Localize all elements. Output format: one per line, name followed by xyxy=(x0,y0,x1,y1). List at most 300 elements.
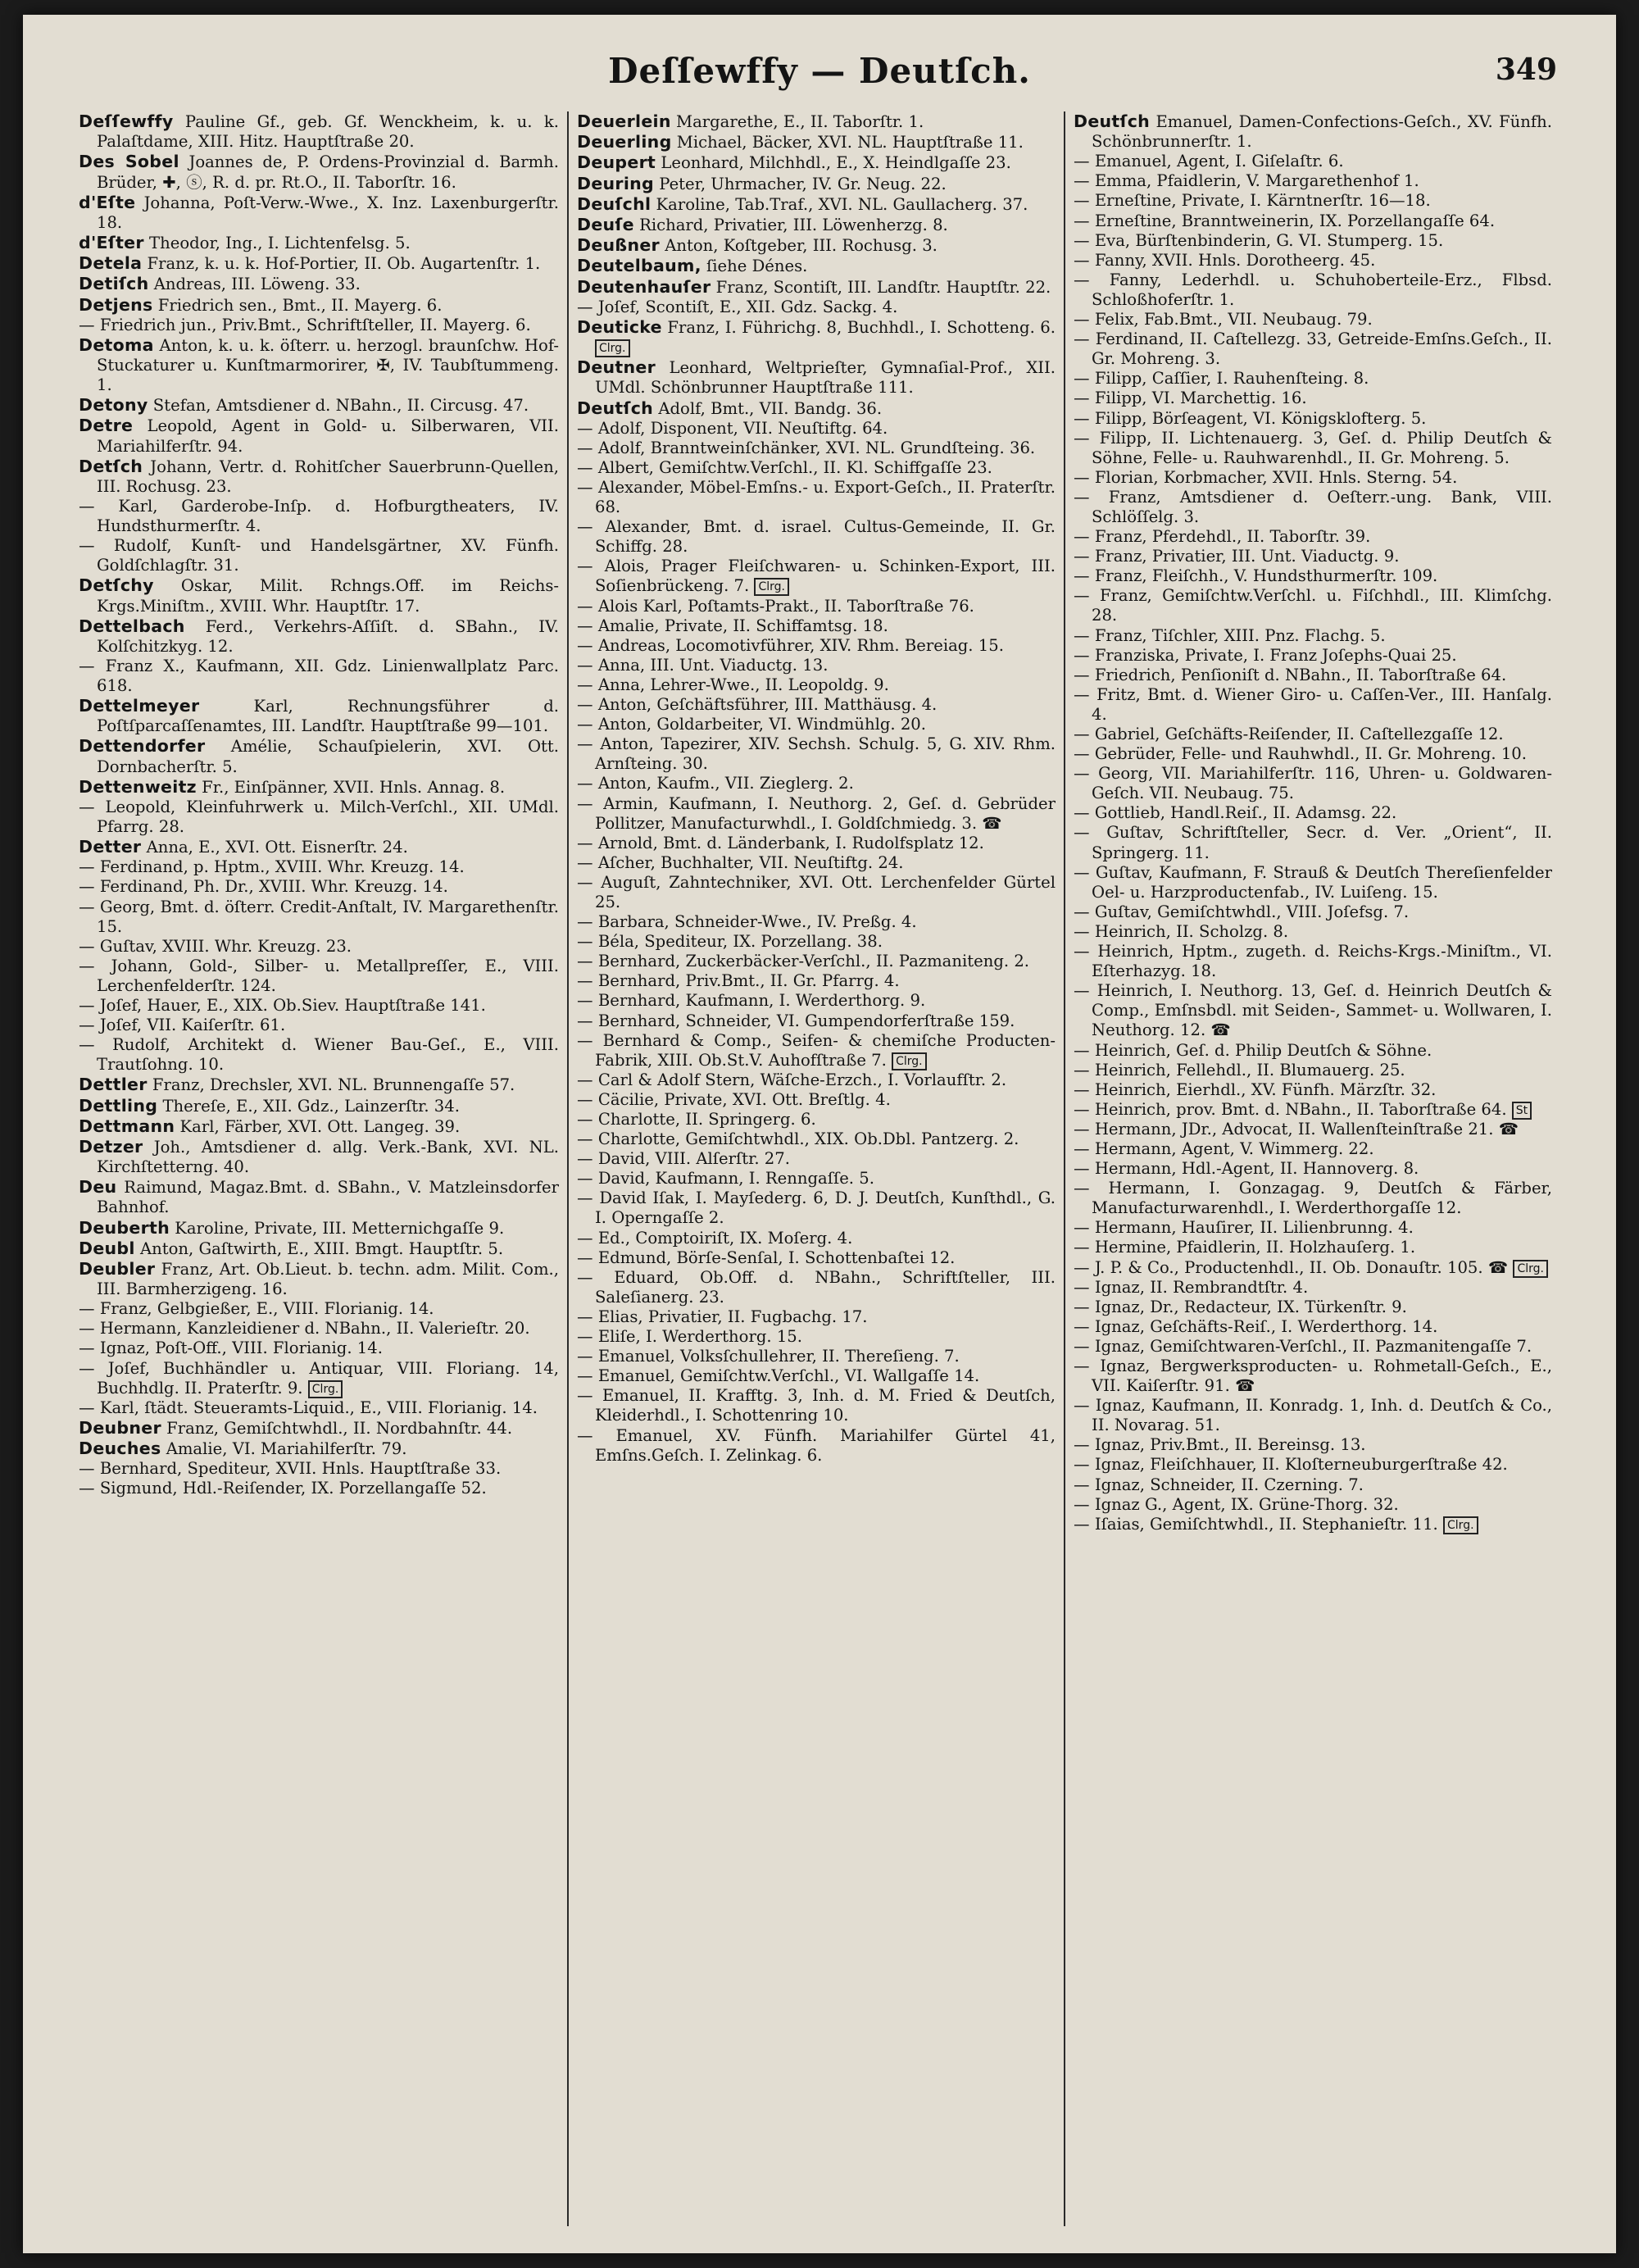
entry-text: Alexander, Bmt. d. israel. Cultus-Gemeinde, II. Gr. Schiffg. 28. xyxy=(595,517,1056,557)
entry-surname: Detjens xyxy=(79,294,153,315)
directory-entry xyxy=(79,1259,559,1299)
entry-text: Emanuel, Damen-Confections-Geſch., XV. Fünfh. Schönbrunnerſtr. 1. xyxy=(1092,112,1552,152)
entry-text: Anna, III. Unt. Viaductg. 13. xyxy=(597,655,829,675)
entry-text: Hermann, Kanzleidiener d. NBahn., II. Valerieſtr. 20. xyxy=(99,1319,530,1339)
continuation-dash: — xyxy=(577,1149,598,1169)
directory-entry xyxy=(577,419,1056,439)
directory-entry xyxy=(1074,389,1552,408)
continuation-dash: — xyxy=(1074,408,1095,428)
directory-entry xyxy=(1074,211,1552,231)
entry-text: Erneſtine, Branntweinerin, IX. Porzellangaſſe 64. xyxy=(1094,211,1496,230)
entry-text: Friedrich jun., Priv.Bmt., Schriftſteller, II. Mayerg. 6. xyxy=(99,315,531,334)
entry-surname: d'Eſte xyxy=(79,192,136,212)
directory-entry xyxy=(577,695,1056,715)
entry-text: Bernhard, Spediteur, XVII. Hnls. Hauptſtraße 33. xyxy=(99,1459,502,1479)
continuation-dash: — xyxy=(577,971,598,991)
entry-text: Arnold, Bmt. d. Länderbank, I. Rudolfsplatz 12. xyxy=(597,833,984,852)
continuation-dash: — xyxy=(79,936,100,956)
directory-entry xyxy=(1074,863,1552,902)
directory-entry xyxy=(1074,942,1552,981)
entry-surname: Deutſch xyxy=(1074,111,1151,131)
directory-entry xyxy=(1074,468,1552,488)
continuation-dash: — xyxy=(1074,467,1095,487)
directory-entry xyxy=(577,1386,1056,1425)
continuation-dash: — xyxy=(577,1169,598,1189)
continuation-dash: — xyxy=(1074,921,1095,941)
entry-text: Karl, Garderobe-Inſp. d. Hofburgtheaters, IV. Hundsthurmerſtr. 4. xyxy=(97,496,560,536)
entry-text: Filipp, VI. Marchettig. 16. xyxy=(1094,389,1307,408)
directory-entry xyxy=(79,1418,559,1439)
directory-entry xyxy=(1074,646,1552,666)
entry-text: Erneſtine, Private, I. Kärntnerſtr. 16—18. xyxy=(1094,191,1431,211)
continuation-dash: — xyxy=(577,1129,598,1149)
continuation-dash: — xyxy=(1074,1277,1095,1297)
entry-surname: Dettenweitz xyxy=(79,776,197,797)
directory-columns xyxy=(70,111,1560,2226)
directory-entry xyxy=(1074,488,1552,527)
entry-text: Emanuel, II. Krafftg. 3, Inh. d. M. Fried & Deutſch, Kleiderhdl., I. Schottenring 10. xyxy=(595,1386,1056,1425)
continuation-dash: — xyxy=(577,932,598,952)
continuation-dash: — xyxy=(577,774,598,793)
entry-surname: Detter xyxy=(79,837,142,857)
directory-entry xyxy=(1074,803,1552,823)
continuation-dash: — xyxy=(1074,744,1095,764)
continuation-dash: — xyxy=(1074,250,1095,270)
entry-text: Franz, Gemiſchtw.Verſchl. u. Fiſchhdl., III. Klimſchg. 28. xyxy=(1092,586,1552,625)
directory-entry xyxy=(1074,1298,1552,1317)
continuation-dash: — xyxy=(79,1016,100,1035)
directory-entry xyxy=(79,395,559,416)
entry-text: Karl, Färber, XVI. Ott. Langeg. 39. xyxy=(179,1116,461,1136)
entry-text: Ferdinand, II. Caſtellezg. 33, Getreide-Emſns.Geſch., II. Gr. Mohreng. 3. xyxy=(1092,330,1552,369)
directory-entry xyxy=(577,853,1056,873)
continuation-dash: — xyxy=(577,1030,603,1050)
entry-text: Leonhard, Milchhdl., E., X. Heindlgaſſe 23. xyxy=(661,153,1011,173)
directory-entry xyxy=(79,575,559,616)
continuation-dash: — xyxy=(1074,862,1096,882)
entry-text: Stefan, Amtsdiener d. NBahn., II. Circusg. 47. xyxy=(152,396,529,416)
directory-entry xyxy=(79,295,559,316)
continuation-dash: — xyxy=(577,793,604,813)
directory-entry xyxy=(79,1218,559,1239)
entry-text: Emanuel, Volksſchullehrer, II. Thereſieng. 7. xyxy=(597,1347,960,1366)
entry-surname: Deuches xyxy=(79,1439,161,1459)
entry-text: Filipp, Börſeagent, VI. Königsklofterg. 5. xyxy=(1094,408,1427,428)
continuation-dash: — xyxy=(1074,1218,1095,1238)
directory-entry xyxy=(1074,626,1552,646)
continuation-dash: — xyxy=(1074,645,1095,665)
continuation-dash: — xyxy=(1074,665,1095,684)
entry-text: Michael, Bäcker, XVI. NL. Hauptſtraße 11. xyxy=(676,133,1024,152)
directory-entry xyxy=(79,1479,559,1498)
continuation-dash: — xyxy=(1074,823,1107,843)
directory-entry xyxy=(79,1459,559,1479)
directory-entry xyxy=(1074,191,1552,211)
directory-entry xyxy=(79,335,559,395)
directory-entry xyxy=(577,478,1056,517)
entry-text: Bernhard, Zuckerbäcker-Verſchl., II. Pazmaniteng. 2. xyxy=(597,952,1030,971)
directory-entry xyxy=(1074,1317,1552,1337)
entry-surname: d'Eſter xyxy=(79,232,144,252)
registry-badge: Clrg. xyxy=(892,1052,927,1070)
directory-entry xyxy=(577,194,1056,215)
continuation-dash: — xyxy=(79,1479,100,1498)
entry-text: Franz, Fleiſchh., V. Hundsthurmerſtr. 109. xyxy=(1094,566,1438,586)
continuation-dash: — xyxy=(1074,1238,1095,1257)
directory-entry xyxy=(1074,1159,1552,1179)
page-header xyxy=(23,51,1616,100)
entry-text: Ferdinand, Ph. Dr., XVIII. Whr. Kreuzg. 14. xyxy=(99,877,448,897)
continuation-dash: — xyxy=(1074,310,1095,330)
directory-entry xyxy=(1074,171,1552,191)
entry-text: Alois Karl, Poſtamts-Prakt., II. Taborſtraße 76. xyxy=(597,596,974,616)
directory-entry xyxy=(79,837,559,857)
directory-entry xyxy=(577,1070,1056,1090)
entry-text: Adolf, Bmt., VII. Bandg. 36. xyxy=(658,398,883,418)
continuation-dash: — xyxy=(1074,547,1095,566)
entry-text: Cäcilie, Private, XVI. Ott. Breſtlg. 4. xyxy=(597,1089,891,1109)
entry-text: Karoline, Private, III. Metternichgaſſe 9. xyxy=(175,1218,505,1238)
directory-entry xyxy=(79,1319,559,1339)
directory-entry xyxy=(79,536,559,575)
directory-entry xyxy=(79,253,559,274)
entry-text: Franz, Gemiſchtwhdl., II. Nordbahnſtr. 44. xyxy=(166,1418,513,1438)
continuation-dash: — xyxy=(1074,487,1109,507)
directory-entry xyxy=(1074,1258,1552,1278)
directory-entry xyxy=(79,1239,559,1259)
directory-entry xyxy=(577,834,1056,853)
continuation-dash: — xyxy=(577,1327,598,1347)
continuation-dash: — xyxy=(577,675,598,694)
directory-entry xyxy=(577,174,1056,194)
continuation-dash: — xyxy=(1074,369,1095,389)
entry-text: Franz, Privatier, III. Unt. Viaductg. 9. xyxy=(1094,547,1400,566)
directory-entry xyxy=(577,152,1056,173)
entry-text: Eliſe, I. Werderthorg. 15. xyxy=(597,1327,802,1347)
continuation-dash: — xyxy=(577,596,598,616)
directory-entry xyxy=(1074,547,1552,566)
entry-text: Edmund, Börſe-Senſal, I. Schottenbaſtei 12. xyxy=(597,1248,956,1267)
directory-entry xyxy=(577,873,1056,912)
entry-text: Auguſt, Zahntechniker, XVI. Ott. Lerchenfelder Gürtel 25. xyxy=(595,872,1056,911)
continuation-dash: — xyxy=(79,995,100,1015)
entry-text: Filipp, II. Lichtenauerg. 3, Geſ. d. Philip Deutſch & Söhne, Felle- u. Rauhwarenhdl., II. Gr. Mohreng. 5. xyxy=(1092,428,1552,467)
entry-text: Bernhard, Kaufmann, I. Werderthorg. 9. xyxy=(597,991,926,1011)
continuation-dash: — xyxy=(577,715,598,734)
continuation-dash: — xyxy=(577,1228,598,1248)
entry-text: Johanna, Poſt-Verw.-Wwe., X. Inz. Laxenburgerſtr. 18. xyxy=(97,193,559,232)
entry-text: Amalie, VI. Mariahilferſtr. 79. xyxy=(166,1439,407,1459)
entry-surname: Deubl xyxy=(79,1238,135,1258)
continuation-dash: — xyxy=(1074,1139,1095,1158)
continuation-dash: — xyxy=(1074,152,1095,171)
entry-text: Hermann, Hdl.-Agent, II. Hannoverg. 8. xyxy=(1094,1159,1419,1179)
continuation-dash: — xyxy=(79,877,100,897)
directory-entry xyxy=(577,256,1056,276)
entry-text: Bernhard, Schneider, VI. Gumpendorferſtraße 159. xyxy=(597,1011,1015,1030)
continuation-dash: — xyxy=(1074,1257,1095,1277)
directory-entry xyxy=(577,1426,1056,1466)
entry-text: Leopold, Kleinfuhrwerk u. Milch-Verſchl., XII. UMdl. Pfarrg. 28. xyxy=(97,797,559,837)
entry-text: Richard, Privatier, III. Löwenherzg. 8. xyxy=(639,216,948,235)
entry-text: Joſef, Buchhändler u. Antiquar, VIII. Floriang. 14, Buchhdlg. II. Praterſtr. 9. xyxy=(97,1358,559,1398)
entry-text: Pauline Gf., geb. Gf. Wenckheim, k. u. k. Palaſtdame, XIII. Hitz. Hauptſtraße 20. xyxy=(97,112,559,152)
entry-surname: Detre xyxy=(79,416,134,436)
entry-surname: Deubler xyxy=(79,1258,156,1279)
continuation-dash: — xyxy=(79,956,111,975)
directory-entry xyxy=(79,696,559,736)
continuation-dash: — xyxy=(79,1299,100,1319)
directory-entry xyxy=(577,1307,1056,1327)
directory-entry xyxy=(577,1169,1056,1189)
entry-text: Andreas, Locomotivführer, XIV. Rhm. Bereiag. 15. xyxy=(597,635,1004,655)
entry-text: Anna, E., XVI. Ott. Eisnerſtr. 24. xyxy=(146,838,408,857)
directory-entry xyxy=(79,736,559,776)
entry-text: Fr., Einſpänner, XVII. Hnls. Annag. 8. xyxy=(202,777,506,797)
entry-surname: Deußner xyxy=(577,235,660,256)
entry-text: Franz, Gelbgießer, E., VIII. Florianig. 14. xyxy=(99,1299,434,1319)
entry-text: Margarethe, E., II. Taborſtr. 1. xyxy=(676,112,924,131)
continuation-dash: — xyxy=(79,1358,108,1378)
directory-entry xyxy=(79,316,559,335)
directory-entry xyxy=(577,774,1056,793)
continuation-dash: — xyxy=(1074,1357,1101,1376)
continuation-dash: — xyxy=(79,1319,100,1339)
entry-text: Sigmund, Hdl.-Reiſender, IX. Porzellangaſſe 52. xyxy=(99,1479,487,1498)
continuation-dash: — xyxy=(577,1366,598,1386)
directory-entry xyxy=(577,656,1056,675)
entry-text: Elias, Privatier, II. Fugbachg. 17. xyxy=(597,1307,868,1326)
directory-entry xyxy=(79,1359,559,1398)
registry-badge: Clrg. xyxy=(308,1380,343,1398)
continuation-dash: — xyxy=(1074,171,1095,191)
entry-text: Ignaz, Gemiſchtwaren-Verſchl., II. Pazmanitengaſſe 7. xyxy=(1094,1336,1532,1356)
entry-text: Charlotte, Gemiſchtwhdl., XIX. Ob.Dbl. Pantzerg. 2. xyxy=(597,1129,1019,1149)
continuation-dash: — xyxy=(1074,684,1097,704)
directory-entry xyxy=(577,439,1056,458)
directory-entry xyxy=(1074,527,1552,547)
continuation-dash: — xyxy=(577,695,598,715)
directory-entry xyxy=(1074,1396,1552,1435)
continuation-dash: — xyxy=(1074,1316,1095,1336)
entry-text: Ignaz, Geſchäfts-Reiſ., I. Werderthorg. 14. xyxy=(1094,1316,1438,1336)
directory-entry xyxy=(577,1011,1056,1031)
entry-text: Franz, Art. Ob.Lieut. b. techn. adm. Milit. Com., III. Barmherzigeng. 16. xyxy=(97,1259,559,1299)
entry-text: Thereſe, E., XII. Gdz., Lainzerſtr. 34. xyxy=(162,1096,460,1116)
directory-entry xyxy=(79,877,559,897)
entry-text: Oskar, Milit. Rchngs.Off. im Reichs-Krgs.Miniſtm., XVIII. Whr. Hauptſtr. 17. xyxy=(97,576,560,616)
registry-badge: Clrg. xyxy=(595,339,630,357)
entry-text: Heinrich, II. Scholzg. 8. xyxy=(1094,921,1289,941)
entry-text: Andreas, III. Löweng. 33. xyxy=(153,275,361,294)
directory-entry xyxy=(79,657,559,696)
continuation-dash: — xyxy=(577,478,599,497)
entry-text: Franz, Pferdehdl., II. Taborſtr. 39. xyxy=(1094,527,1371,547)
entry-text: Anton, Tapezirer, XIV. Sechsh. Schulg. 5, G. XIV. Rhm. Arnſteing. 30. xyxy=(595,734,1056,774)
entry-text: Adolf, Disponent, VII. Neuſtiftg. 64. xyxy=(597,418,888,438)
continuation-dash: — xyxy=(1074,803,1095,823)
directory-entry xyxy=(577,277,1056,298)
continuation-dash: — xyxy=(577,1347,598,1366)
continuation-dash: — xyxy=(1074,428,1100,448)
continuation-dash: — xyxy=(1074,270,1110,289)
entry-text: Guſtav, Kaufmann, F. Strauß & Deutſch Thereſienfelder Oel- u. Harzproductenfab., IV. Luiſeng. 15. xyxy=(1092,862,1552,902)
entry-text: Anton, Geſchäftsführer, III. Matthäusg. 4. xyxy=(597,695,938,715)
continuation-dash: — xyxy=(577,655,598,675)
entry-text: David, VIII. Alſerſtr. 27. xyxy=(597,1149,790,1169)
directory-entry xyxy=(1074,231,1552,251)
directory-entry xyxy=(79,1398,559,1418)
entry-surname: Detony xyxy=(79,395,148,416)
continuation-dash: — xyxy=(1074,1040,1095,1060)
entry-text: Ignaz, Fleiſchhauer, II. Kloſterneuburgerſtraße 42. xyxy=(1094,1455,1508,1475)
directory-entry xyxy=(577,458,1056,478)
entry-text: Eva, Bürſtenbinderin, G. VI. Stumperg. 15. xyxy=(1094,230,1444,250)
entry-text: Gebrüder, Felle- und Rauhwhdl., II. Gr. Mohreng. 10. xyxy=(1094,744,1528,764)
entry-text: Albert, Gemiſchtw.Verſchl., II. Kl. Schiffgaſſe 23. xyxy=(597,457,992,477)
directory-entry xyxy=(1074,666,1552,685)
continuation-dash: — xyxy=(577,1248,598,1267)
entry-surname: Deuticke xyxy=(577,316,662,337)
entry-surname: Deuerlein xyxy=(577,111,671,131)
directory-entry xyxy=(79,1116,559,1137)
entry-surname: Detoma xyxy=(79,334,154,355)
column-right xyxy=(1064,111,1560,2226)
continuation-dash: — xyxy=(577,1425,616,1445)
directory-entry xyxy=(1074,1475,1552,1495)
entry-surname: Deuring xyxy=(577,173,655,193)
entry-text: Fanny, Lederhdl. u. Schuhoberteile-Erz., Flbsd. Schloßhoferſtr. 1. xyxy=(1092,270,1552,309)
entry-text: Franz, k. u. k. Hof-Portier, II. Ob. Augartenſtr. 1. xyxy=(147,254,541,274)
directory-entry xyxy=(1074,922,1552,942)
directory-entry xyxy=(577,616,1056,636)
directory-page xyxy=(23,15,1616,2253)
running-head: Deſſewffy — Deutſch. xyxy=(608,51,1031,91)
continuation-dash: — xyxy=(577,1386,602,1406)
continuation-dash: — xyxy=(577,1070,598,1089)
directory-entry xyxy=(577,1129,1056,1149)
continuation-dash: — xyxy=(79,1339,100,1358)
entry-text: Johann, Gold-, Silber- u. Metallpreſſer, E., VIII. Lerchenfelderſtr. 124. xyxy=(97,956,559,995)
registry-badge: St xyxy=(1512,1102,1532,1120)
directory-entry xyxy=(577,298,1056,317)
directory-entry xyxy=(1074,152,1552,171)
continuation-dash: — xyxy=(1074,1060,1095,1079)
entry-text: Karl, ſtädt. Steueramts-Liquid., E., VIII. Florianig. 14. xyxy=(99,1398,538,1417)
directory-entry xyxy=(1074,270,1552,310)
entry-surname: Deutelbaum, xyxy=(577,256,701,276)
continuation-dash: — xyxy=(577,616,598,635)
directory-entry xyxy=(577,557,1056,596)
entry-text: Charlotte, II. Springerg. 6. xyxy=(597,1110,816,1129)
directory-entry xyxy=(577,715,1056,734)
continuation-dash: — xyxy=(1074,230,1095,250)
entry-text: Heinrich, Hptm., zugeth. d. Reichs-Krgs.-Miniſtm., VI. Eſterhazyg. 18. xyxy=(1092,942,1553,981)
entry-text: Franz X., Kaufmann, XII. Gdz. Linienwallplatz Parc. 618. xyxy=(97,656,559,696)
directory-entry xyxy=(577,991,1056,1011)
continuation-dash: — xyxy=(1074,1179,1109,1198)
continuation-dash: — xyxy=(1074,1514,1095,1534)
entry-text: Aſcher, Buchhalter, VII. Neuſtiftg. 24. xyxy=(597,852,904,872)
directory-entry xyxy=(1074,1100,1552,1120)
entry-text: J. P. & Co., Productenhdl., II. Ob. Donauſtr. 105. ☎ xyxy=(1094,1257,1509,1277)
continuation-dash: — xyxy=(1074,330,1096,349)
column-left xyxy=(70,111,567,2226)
directory-entry xyxy=(577,235,1056,256)
directory-entry xyxy=(1074,1041,1552,1061)
entry-surname: Dettmann xyxy=(79,1116,175,1136)
directory-entry xyxy=(577,215,1056,235)
entry-text: Ignaz, Bergwerksproducten- u. Rohmetall-Geſch., E., VII. Kaiſerſtr. 91. ☎ xyxy=(1092,1357,1552,1396)
entry-text: Franz, Drechsler, XVI. NL. Brunnengaſſe 57. xyxy=(152,1075,515,1095)
entry-text: Fritz, Bmt. d. Wiener Giro- u. Caſſen-Ver., III. Hanſalg. 4. xyxy=(1092,684,1552,724)
directory-entry xyxy=(1074,1061,1552,1080)
directory-entry xyxy=(577,636,1056,656)
entry-text: Ignaz, II. Rembrandtſtr. 4. xyxy=(1094,1277,1309,1297)
entry-surname: Dettelmeyer xyxy=(79,696,200,716)
entry-text: Ignaz, Schneider, II. Czerning. 7. xyxy=(1094,1475,1364,1494)
entry-surname: Detzer xyxy=(79,1136,143,1157)
continuation-dash: — xyxy=(577,833,598,852)
directory-entry xyxy=(1074,1080,1552,1100)
continuation-dash: — xyxy=(79,797,106,816)
directory-entry xyxy=(1074,1120,1552,1139)
entry-text: Emanuel, Gemiſchtw.Verſchl., VI. Wallgaſſe 14. xyxy=(597,1366,980,1386)
entry-text: Alois, Prager Fleiſchwaren- u. Schinken-Export, III. Soſienbrückeng. 7. xyxy=(595,557,1056,596)
continuation-dash: — xyxy=(79,857,100,877)
column-middle xyxy=(567,111,1064,2226)
directory-entry xyxy=(577,1189,1056,1228)
entry-text: Peter, Uhrmacher, IV. Gr. Neug. 22. xyxy=(659,174,947,193)
directory-entry xyxy=(577,1327,1056,1347)
entry-surname: Deu xyxy=(79,1177,117,1198)
entry-text: Florian, Korbmacher, XVII. Hnls. Sterng. 54. xyxy=(1094,467,1458,487)
directory-entry xyxy=(1074,744,1552,764)
directory-entry xyxy=(577,597,1056,616)
entry-text: Raimund, Magaz.Bmt. d. SBahn., V. Matzleinsdorfer Bahnhof. xyxy=(97,1178,559,1217)
continuation-dash: — xyxy=(577,852,598,872)
continuation-dash: — xyxy=(1074,942,1098,961)
directory-entry xyxy=(577,357,1056,398)
entry-text: Guſtav, Schriftſteller, Secr. d. Ver. „Orient“, II. Springerg. 11. xyxy=(1092,823,1552,862)
entry-text: Theodor, Ing., I. Lichtenfelsg. 5. xyxy=(149,233,411,252)
entry-surname: Deſſewffy xyxy=(79,111,174,131)
directory-entry xyxy=(79,857,559,877)
directory-entry xyxy=(1074,586,1552,625)
directory-entry xyxy=(79,1339,559,1358)
directory-entry xyxy=(577,1248,1056,1268)
entry-text: Hermann, JDr., Advocat, II. Wallenſteinſtraße 21. ☎ xyxy=(1094,1119,1519,1139)
directory-entry xyxy=(577,1149,1056,1169)
directory-entry xyxy=(79,616,559,657)
continuation-dash: — xyxy=(79,656,106,675)
entry-text: Karl, Rechnungsführer d. Poſtſparcaſſenamtes, III. Landſtr. Hauptſtraße 99—101. xyxy=(97,697,560,736)
entry-text: Guſtav, Gemiſchtwhdl., VIII. Joſefsg. 7. xyxy=(1094,902,1410,921)
entry-text: Armin, Kaufmann, I. Neuthorg. 2, Geſ. d. Gebrüder Pollitzer, Manufacturwhdl., I. Goldſchmiedg. 3. ☎ xyxy=(595,793,1056,833)
continuation-dash: — xyxy=(1074,1079,1095,1099)
directory-entry xyxy=(1074,310,1552,330)
entry-surname: Deutenhauſer xyxy=(577,276,711,297)
continuation-dash: — xyxy=(577,438,598,457)
entry-text: Felix, Fab.Bmt., VII. Neubaug. 79. xyxy=(1094,310,1373,330)
directory-entry xyxy=(1074,1139,1552,1159)
continuation-dash: — xyxy=(1074,1435,1095,1455)
directory-entry xyxy=(577,398,1056,419)
entry-text: Ed., Comptoiriſt, IX. Moſerg. 4. xyxy=(597,1228,853,1248)
entry-surname: Deupert xyxy=(577,152,656,173)
continuation-dash: — xyxy=(1074,566,1095,586)
directory-entry xyxy=(1074,1337,1552,1357)
